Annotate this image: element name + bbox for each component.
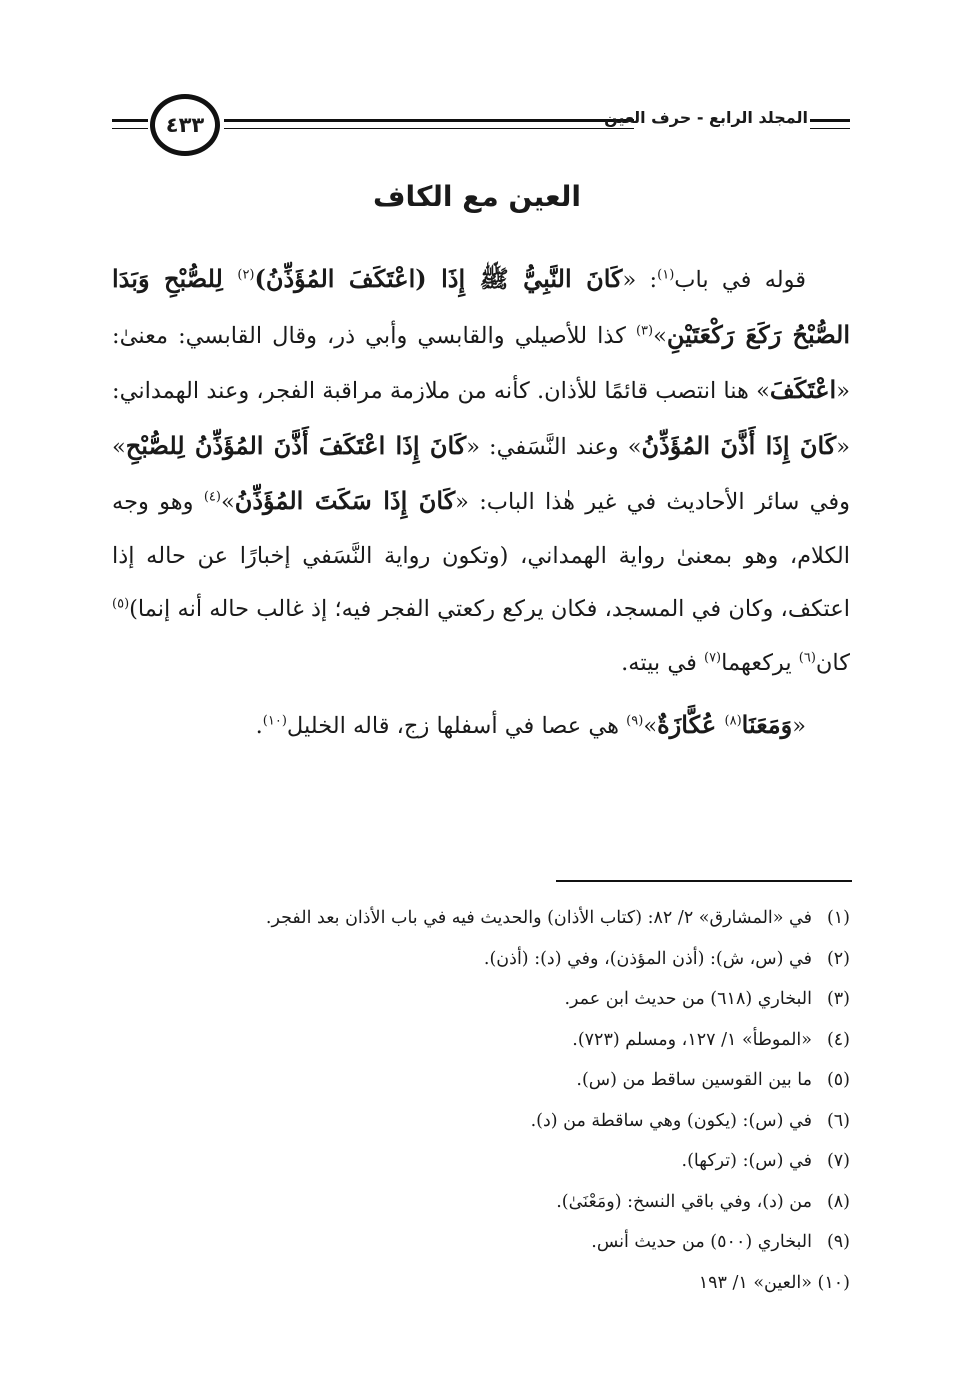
hadith-quote: اعْتَكَفَ bbox=[769, 375, 837, 404]
footnote bbox=[120, 939, 850, 980]
header-rule bbox=[224, 119, 634, 122]
text-run: » هنا انتصب قائمًا للأذان. كأنه من ملازمة مراقبة الفجر، وعند الهمداني: « bbox=[112, 378, 850, 460]
hadith-quote: عُكَّازَةٌ bbox=[657, 710, 725, 739]
header-rule bbox=[810, 119, 850, 122]
text-run: » وعند النَّسَفي: « bbox=[466, 433, 642, 460]
paragraph bbox=[112, 698, 850, 754]
text-run: كذا للأصيلي والقابسي وأبي ذر، وقال القابسي: معنىٰ: « bbox=[112, 322, 850, 404]
footnote-text: من (د)، وفي باقي النسخ: (ومَعْنَىٰ). bbox=[556, 1191, 812, 1212]
text-run: هي عصا في أسفلها زج، قاله الخليل bbox=[286, 713, 627, 739]
footnote bbox=[120, 1060, 850, 1101]
text-run: » وفي سائر الأحاديث في غير هٰذا الباب: « bbox=[112, 433, 850, 515]
page-number: ٤٣٣ bbox=[165, 113, 205, 137]
footnote-ref: (٣) bbox=[635, 323, 654, 338]
text-run: » bbox=[220, 489, 235, 515]
text-run: وهو وجه الكلام، وهو بمعنىٰ رواية الهمداني، (وتكون رواية النَّسَفي إخبارًا عن حاله إذا اعتكف، وكان في المسجد، فكان يركع ركعتي الفجر فيه؛ إذ غالب حاله أنه إنما) bbox=[112, 489, 850, 622]
page-number-ring bbox=[150, 94, 220, 156]
footnote-ref: (٩) bbox=[626, 713, 644, 729]
header-rule bbox=[224, 128, 634, 129]
footnote bbox=[120, 1101, 850, 1142]
footnote-text: البخاري (٦١٨) من حديث ابن عمر. bbox=[564, 989, 812, 1009]
page-header bbox=[112, 92, 850, 164]
footnote-text: ما بين القوسين ساقط من (س). bbox=[576, 1070, 812, 1090]
header-rule bbox=[112, 128, 148, 129]
header-rule bbox=[810, 128, 850, 129]
footnote-number: (٢) bbox=[826, 948, 850, 969]
footnote bbox=[120, 1263, 850, 1304]
section-title: العين مع الكاف bbox=[373, 180, 581, 213]
footnote-separator bbox=[556, 880, 852, 882]
footnote-number: (٩) bbox=[826, 1232, 850, 1252]
footnote-ref: (٧) bbox=[703, 650, 722, 665]
footnote-number: (١) bbox=[826, 908, 850, 928]
hadith-quote: كَانَ إِذَا سَكَتَ المُؤَذِّنُ bbox=[234, 486, 456, 515]
text-run: يركعهما bbox=[721, 649, 799, 676]
footnote-ref: (٢) bbox=[237, 267, 255, 283]
footnote-text: البخاري (٥٠٠) من حديث أنس. bbox=[591, 1232, 812, 1252]
footnote-number: (٣) bbox=[826, 989, 850, 1009]
footnote-text: في (س): (يكون) وهي ساقطة من (د). bbox=[530, 1110, 812, 1131]
footnote-text: في (س): (تركها). bbox=[681, 1151, 812, 1171]
footnotes bbox=[120, 898, 850, 1303]
footnote-number: (٤) bbox=[826, 1029, 850, 1050]
footnote-text: «العين» ١/ ١٩٣ bbox=[698, 1272, 812, 1293]
paragraph bbox=[112, 252, 850, 690]
hadith-quote: وَمَعَنَا bbox=[741, 710, 793, 739]
text-run: : « bbox=[622, 267, 658, 293]
footnote-ref: (١٠) bbox=[262, 713, 287, 729]
footnote bbox=[120, 1222, 850, 1263]
hadith-quote: لِلصُّبْحِ وَبَدَا الصُّبْحُ رَكَعَ رَكْعَتَيْنِ bbox=[112, 264, 851, 349]
footnote bbox=[120, 1182, 850, 1223]
footnote-number: (١٠) bbox=[817, 1272, 850, 1293]
hadith-quote: كَانَ إِذَا أَذَّنَ المُؤَذِّنُ bbox=[641, 430, 837, 460]
footnote-ref: (٤) bbox=[203, 489, 221, 505]
footnote-number: (٥) bbox=[826, 1070, 850, 1090]
footnote-ref: (٨) bbox=[724, 713, 742, 729]
hadith-quote: كَانَ إِذَا اعْتَكَفَ أَذَّنَ المُؤَذِّنُ لِلصُّبْحِ bbox=[125, 430, 467, 460]
footnote-number: (٦) bbox=[826, 1110, 850, 1131]
text-run: في بيته. bbox=[621, 649, 704, 676]
text-run: . bbox=[255, 713, 263, 739]
footnote bbox=[120, 898, 850, 939]
footnote-ref: (٦) bbox=[798, 650, 816, 665]
text-run: قوله في باب bbox=[674, 267, 806, 293]
footnote-text: «الموطأ» ١/ ١٢٧، ومسلم (٧٢٣). bbox=[572, 1029, 812, 1050]
footnote-ref: (٥) bbox=[112, 596, 130, 612]
footnote-ref: (١) bbox=[657, 267, 675, 283]
text-run: « bbox=[792, 713, 806, 739]
hadith-quote: كَانَ النَّبِيُّ ﷺ إِذَا (اعْتَكَفَ المُؤَذِّنُ) bbox=[254, 264, 623, 293]
text-run: » bbox=[643, 713, 658, 739]
running-head: المجلد الرابع - حرف العين bbox=[604, 108, 808, 127]
footnote-number: (٨) bbox=[826, 1191, 850, 1212]
footnote-number: (٧) bbox=[826, 1151, 850, 1171]
header-rule bbox=[112, 119, 148, 122]
footnote bbox=[120, 1020, 850, 1061]
footnote-text: في (س، ش): (أذن المؤذن)، وفي (د): (أذن). bbox=[483, 948, 812, 969]
main-text bbox=[112, 252, 850, 754]
text-run: كان bbox=[815, 649, 850, 676]
footnote bbox=[120, 979, 850, 1020]
text-run: » bbox=[653, 322, 667, 349]
footnote-text: في «المشارق» ٢/ ٨٢: (كتاب الأذان) والحديث فيه في باب الأذان بعد الفجر. bbox=[265, 908, 812, 928]
footnote bbox=[120, 1141, 850, 1182]
